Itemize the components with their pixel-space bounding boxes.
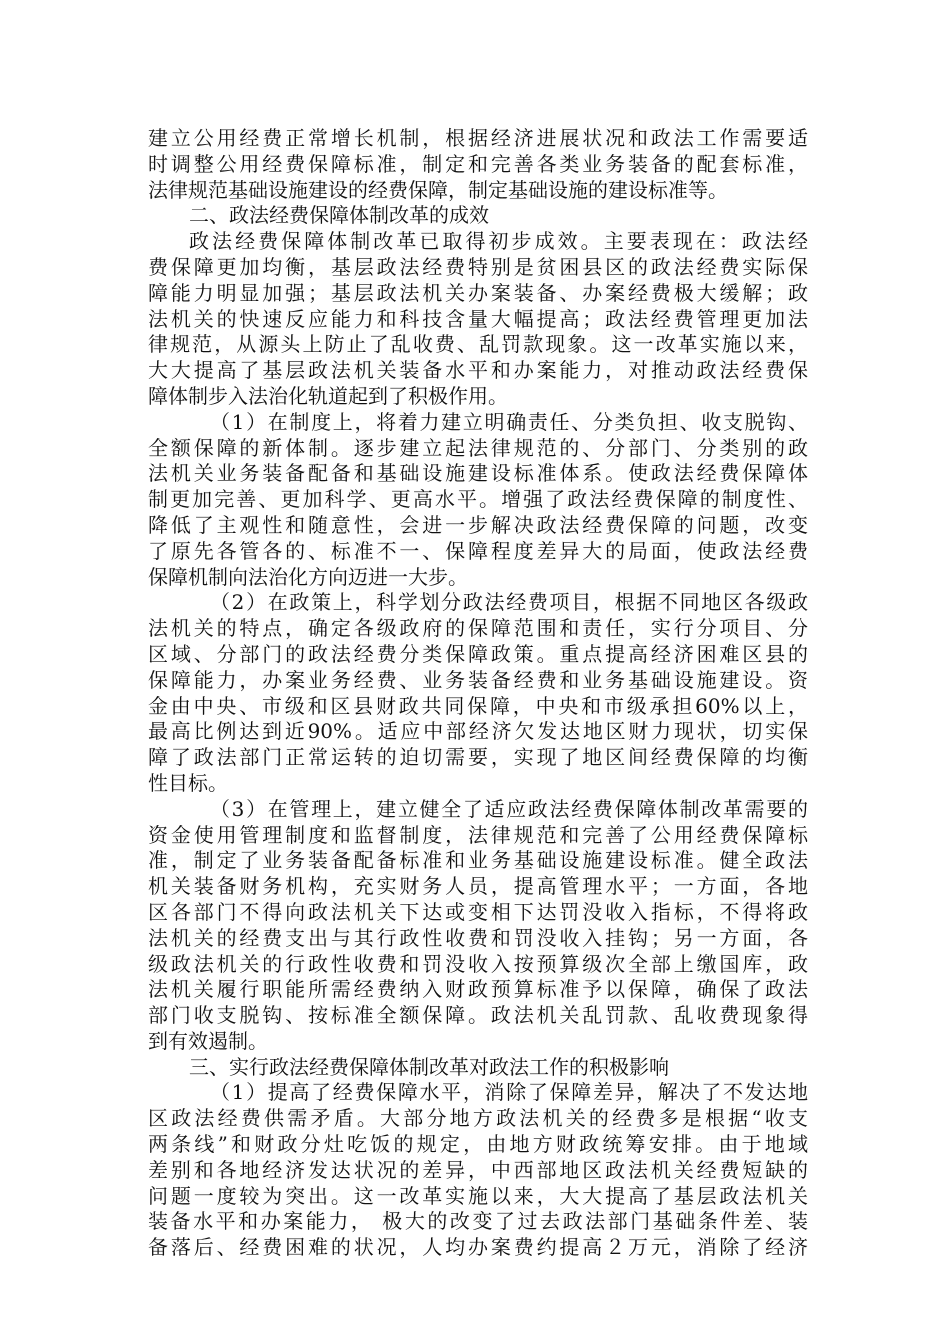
paragraph-line: 金由中央、市级和区县财政共同保障，中央和市级承担60%以上， (148, 693, 808, 718)
paragraph-line: 律规范，从源头上防止了乱收费、乱罚款现象。这一改革实施以来， (148, 332, 808, 357)
paragraph-line: 机关装备财务机构，充实财务人员，提高管理水平；一方面，各地 (148, 874, 808, 899)
paragraph-line: 级政法机关的行政性收费和罚没收入按预算级次全部上缴国库，政 (148, 951, 808, 976)
paragraph-line: 费保障更加均衡，基层政法经费特别是贫困县区的政法经费实际保 (148, 254, 808, 279)
paragraph-line: 建立公用经费正常增长机制，根据经济进展状况和政法工作需要适 (148, 126, 808, 150)
paragraph-line: 法机关的快速反应能力和科技含量大幅提高；政法经费管理更加法 (148, 306, 808, 331)
paragraph-line: 备落后、经费困难的状况，人均办案费约提高２万元，消除了经济 (148, 1235, 808, 1260)
paragraph-line: 法机关的特点，确定各级政府的保障范围和责任，实行分项目、分 (148, 616, 808, 641)
paragraph-line: 性目标。 (148, 770, 228, 795)
paragraph (148, 126, 808, 203)
paragraph-line: 大大提高了基层政法机关装备水平和办案能力，对推动政法经费保 (148, 358, 808, 383)
paragraph-line: 保障能力，办案业务经费、业务装备经费和业务基础设施建设。资 (148, 667, 808, 692)
paragraph-line: （1）在制度上，将着力建立明确责任、分类负担、收支脱钩、 (210, 409, 808, 434)
paragraph-line: 区域、分部门的政法经费分类保障政策。重点提高经济困难区县的 (148, 641, 808, 666)
paragraph-line: 障了政法部门正常运转的迫切需要，实现了地区间经费保障的均衡 (148, 745, 808, 770)
paragraph (148, 797, 808, 1055)
paragraph-line: 法律规范基础设施建设的经费保障，制定基础设施的建设标准等。 (148, 177, 728, 202)
paragraph-line: 区政法经费供需矛盾。大部分地方政法机关的经费多是根据“收支 (148, 1106, 808, 1131)
paragraph-line: 部门收支脱钩、按标准全额保障。政法机关乱罚款、乱收费现象得 (148, 1003, 808, 1028)
paragraph-line: 装备水平和办案能力， 极大的改变了过去政法部门基础条件差、装 (148, 1209, 808, 1234)
heading-text: 三、实行政法经费保障体制改革对政法工作的积极影响 (189, 1054, 669, 1079)
paragraph-line: 降低了主观性和随意性，会进一步解决政法经费保障的问题，改变 (148, 512, 808, 537)
paragraph-line: （3）在管理上，建立健全了适应政法经费保障体制改革需要的 (210, 796, 808, 821)
paragraph-line: 区各部门不得向政法机关下达或变相下达罚没收入指标，不得将政 (148, 899, 808, 924)
paragraph-line: 两条线”和财政分灶吃饭的规定，由地方财政统筹安排。由于地域 (148, 1132, 808, 1157)
paragraph-line: 时调整公用经费保障标准，制定和完善各类业务装备的配套标准， (148, 151, 808, 176)
paragraph-line: 全额保障的新体制。逐步建立起法律规范的、分部门、分类别的政 (148, 435, 808, 460)
paragraph (148, 590, 808, 796)
paragraph-line: 问题一度较为突出。这一改革实施以来，大大提高了基层政法机关 (148, 1183, 808, 1208)
paragraph-line: 差别和各地经济发达状况的差异，中西部地区政法机关经费短缺的 (148, 1157, 808, 1182)
heading-text: 二、政法经费保障体制改革的成效 (189, 203, 489, 228)
paragraph-line: 法机关履行职能所需经费纳入财政预算标准予以保障，确保了政法 (148, 977, 808, 1002)
paragraph-line: （1）提高了经费保障水平，消除了保障差异，解决了不发达地 (210, 1080, 808, 1105)
paragraph-line: 法机关业务装备配备和基础设施建设标准体系。使政法经费保障体 (148, 461, 808, 486)
paragraph-line: 制更加完善、更加科学、更高水平。增强了政法经费保障的制度性、 (148, 487, 808, 512)
paragraph-line: 了原先各管各的、标准不一、保障程度差异大的局面，使政法经费 (148, 538, 808, 563)
paragraph-line: 资金使用管理制度和监督制度，法律规范和完善了公用经费保障标 (148, 822, 808, 847)
paragraph-line: 政法经费保障体制改革已取得初步成效。主要表现在：政法经 (189, 229, 808, 254)
paragraph (148, 229, 808, 410)
paragraph-line: （2）在政策上，科学划分政法经费项目，根据不同地区各级政 (210, 590, 808, 615)
section-heading (148, 1055, 808, 1081)
paragraph-line: 到有效遏制。 (148, 1028, 268, 1053)
paragraph (148, 1080, 808, 1261)
paragraph-line: 保障机制向法治化方向迈进一大步。 (148, 564, 468, 589)
section-heading (148, 203, 808, 229)
paragraph-line: 障能力明显加强；基层政法机关办案装备、办案经费极大缓解；政 (148, 280, 808, 305)
paragraph (148, 410, 808, 591)
document-page (148, 126, 808, 1261)
paragraph-line: 法机关的经费支出与其行政性收费和罚没收入挂钩；另一方面，各 (148, 925, 808, 950)
paragraph-line: 障体制步入法治化轨道起到了积极作用。 (148, 383, 508, 408)
paragraph-line: 最高比例达到近90%。适应中部经济欠发达地区财力现状，切实保 (148, 719, 808, 744)
paragraph-line: 准，制定了业务装备配备标准和业务基础设施建设标准。健全政法 (148, 848, 808, 873)
